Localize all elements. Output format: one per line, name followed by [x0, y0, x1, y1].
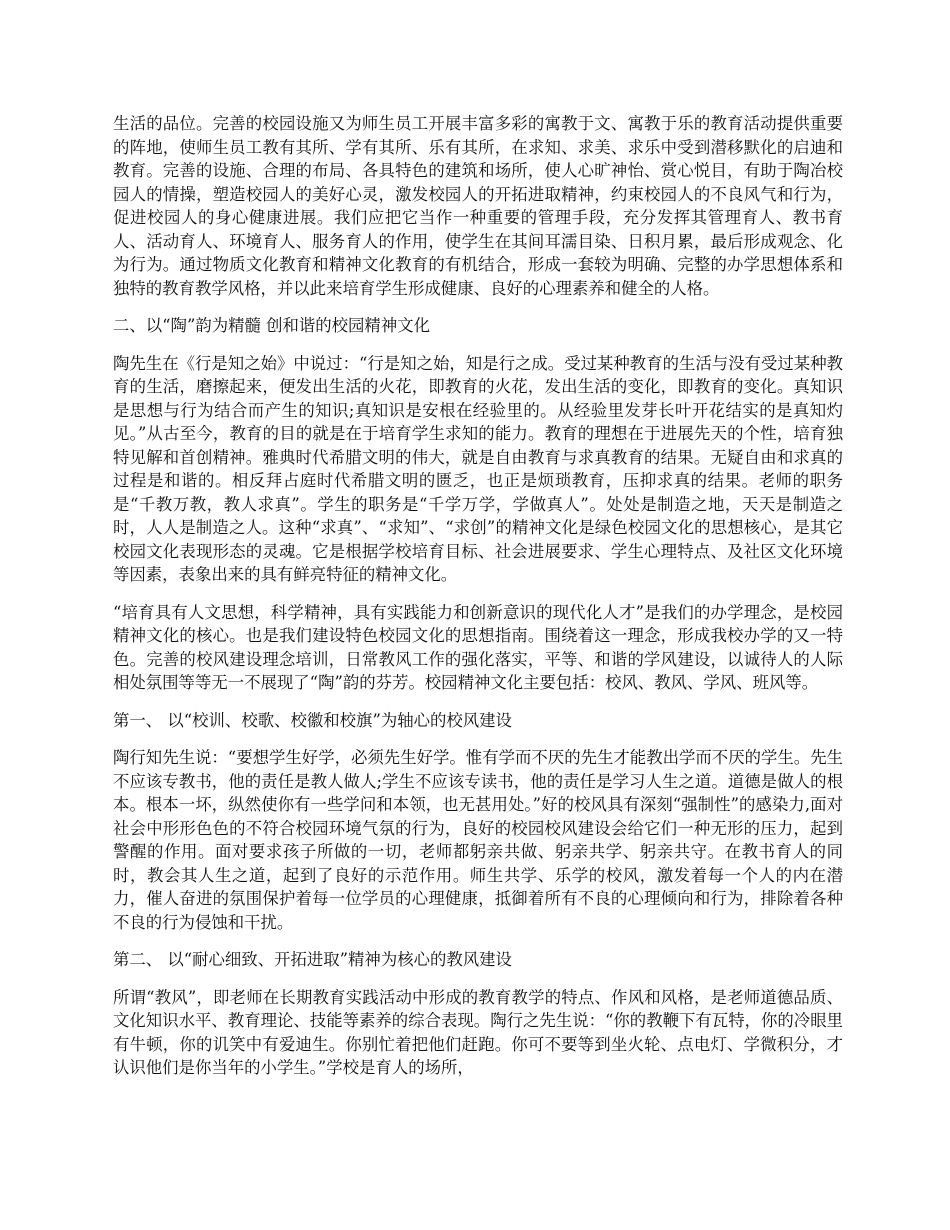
section-heading: 二、以“陶”韵为精髓 创和谐的校园精神文化 — [113, 316, 430, 335]
section-heading: 第二、 以“耐心细致、开拓进取”精神为核心的教风建设 — [113, 950, 512, 969]
section-heading: 第一、 以“校训、校歌、校徽和校旗”为轴心的校风建设 — [113, 710, 512, 730]
body-paragraph: “培育具有人文思想，科学精神，具有实践能力和创新意识的现代化人才”是我们的办学理念，是校园精神文化的核心。也是我们建设特色校园文化的思想指南。围绕着这一理念，形成我校办学的又一特色。完善的校风建设理念培训，日常教风工作的强化落实，平等、和谐的学风建设，以诚待人的人际相处氛围等等无一不展现了“陶”韵的芬芳。校园精神文化主要包括：校风、教风、学风、班风等。 — [113, 602, 843, 692]
body-paragraph: 生活的品位。完善的校园设施又为师生员工开展丰富多彩的寓教于文、寓教于乐的教育活动提供重要的阵地，使师生员工教有其所、学有其所、乐有其所，在求知、求美、求乐中受到潜移默化的启迪和教育。完善的设施、合理的布局、各具特色的建筑和场所，使人心旷神怡、赏心悦目，有助于陶冶校园人的情操，塑造校园人的美好心灵，激发校园人的开拓进取精神，约束校园人的不良风气和行为，促进校园人的身心健康进展。我们应把它当作一种重要的管理手段，充分发挥其管理育人、教书育人、活动育人、环境育人、服务育人的作用，使学生在其间耳濡目染、日积月累，最后形成观念、化为行为。通过物质文化教育和精神文化教育的有机结合，形成一套较为明确、完整的办学思想体系和独特的教育教学风格，并以此来培育学生形成健康、良好的心理素养和健全的人格。 — [113, 114, 843, 298]
document-page — [113, 112, 843, 1094]
body-paragraph: 陶行知先生说：“要想学生好学，必须先生好学。惟有学而不厌的先生才能教出学而不厌的学生。先生不应该专教书，他的责任是教人做人;学生不应该专读书，他的责任是学习人生之道。道德是做人的根本。根本一坏，纵然使你有一些学问和本领，也无甚用处。”好的校风具有深刻“强制性”的感染力,面对社会中形形色色的不符合校园环境气氛的行为，良好的校园校风建设会给它们一种无形的压力，起到警醒的作用。面对要求孩子所做的一切，老师都躬亲共做、躬亲共学、躬亲共守。在教书育人的同时，教会其人生之道，起到了良好的示范作用。师生共学、乐学的校风，激发着每一个人的内在潜力，催人奋进的氛围保护着每一位学员的心理健康，抵御着所有不良的心理倾向和行为，排除着各种不良的行为侵蚀和干扰。 — [113, 748, 843, 932]
body-paragraph: 所谓“教风”，即老师在长期教育实践活动中形成的教育教学的特点、作风和风格，是老师道德品质、文化知识水平、教育理论、技能等素养的综合表现。陶行之先生说：“你的教鞭下有瓦特，你的冷眼里有牛顿，你的讥笑中有爱迪生。你别忙着把他们赶跑。你可不要等到坐火轮、点电灯、学微积分，才认识他们是你当年的小学生。”学校是育人的场所， — [113, 987, 843, 1077]
body-paragraph: 陶先生在《行是知之始》中说过：“行是知之始，知是行之成。受过某种教育的生活与没有受过某种教育的生活，磨擦起来，便发出生活的火花，即教育的火花，发出生活的变化，即教育的变化。真知识是思想与行为结合而产生的知识;真知识是安根在经验里的。从经验里发芽长叶开花结实的是真知灼见。”从古至今，教育的目的就是在于培育学生求知的能力。教育的理想在于进展先天的个性，培育独特见解和首创精神。雅典时代希腊文明的伟大，就是自由教育与求真教育的结果。无疑自由和求真的过程是和谐的。相反拜占庭时代希腊文明的匮乏，也正是烦琐教育，压抑求真的结果。老师的职务是“千教万教，教人求真”。学生的职务是“千学万学，学做真人”。处处是制造之地，天天是制造之时，人人是制造之人。这种“求真”、“求知”、“求创”的精神文化是绿色校园文化的思想核心，是其它校园文化表现形态的灵魂。它是根据学校培育目标、社会进展要求、学生心理特点、及社区文化环境等因素，表象出来的具有鲜亮特征的精神文化。 — [113, 353, 843, 584]
